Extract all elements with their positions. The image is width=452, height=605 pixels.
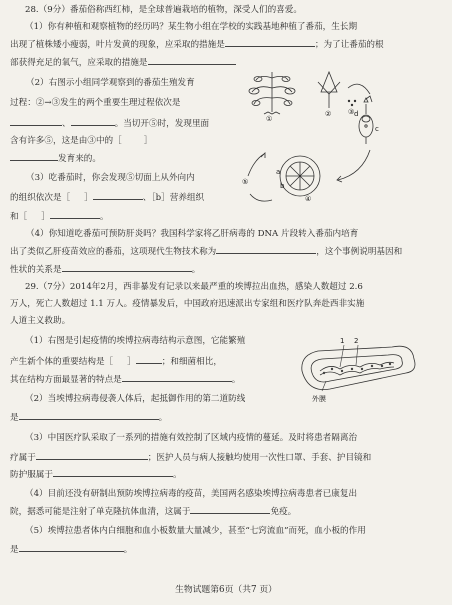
q28-sub2-line2: 过程：②→③发生的两个重要生理过程依次是: [10, 98, 181, 108]
q28-sub2-line4: 含有许多⑤，这是由③中的［ ］: [10, 136, 153, 146]
q29-sub3-line2: 疗属于 ；医护人员与病人接触均使用一次性口罩、手套、护目镜和: [10, 450, 371, 465]
answer-blank[interactable]: [225, 37, 315, 47]
q28-sub2-line5: 发育来的。: [10, 151, 101, 166]
figure-label: c: [375, 125, 379, 133]
q29-sub4-line2: 院，据悉可能是注射了单克隆抗体血清，这属于 免疫。: [10, 504, 296, 519]
figure-label: ④: [305, 195, 312, 203]
answer-blank[interactable]: [62, 262, 192, 272]
answer-blank[interactable]: [190, 504, 270, 514]
figure-label: ②: [325, 110, 332, 118]
q28-sub4-line2: 出了类似乙肝疫苗效应的番茄，这项现代生物技术称为 ，这个事例说明基因和: [10, 244, 402, 259]
figure-label: b: [280, 182, 285, 190]
q29-sub1-line3: 其在结构方面最显著的特点是 。: [10, 372, 240, 387]
q29-sub5-line2: 是 。: [10, 542, 132, 557]
q29-sub3-line3: 防护服属于 。: [10, 467, 182, 482]
answer-blank[interactable]: [93, 190, 143, 200]
q28-sub2-line1: （2）右图示小组同学观察到的番茄生殖发育: [26, 78, 195, 88]
q29-sub2-line1: （2）当埃博拉病毒侵袭人体后，起抵御作用的第二道防线: [25, 394, 246, 404]
answer-blank[interactable]: [216, 244, 316, 254]
answer-blank[interactable]: [122, 372, 232, 382]
q28-sub3-line1: （3）吃番茄时，你会发现⑤切面上从外向内: [26, 173, 195, 183]
q28-sub3-line2: 的组织依次是［ ］ 、［b］营养组织: [10, 190, 204, 205]
q28-stem: 28.（9分）番茄俗称西红柿，是全球普遍栽培的植物，深受人们的喜爱。: [25, 5, 302, 15]
figure-label: ③: [348, 108, 355, 116]
answer-blank[interactable]: [19, 542, 124, 552]
q29-sub3-line1: （3）中国医疗队采取了一系列的措施有效控制了区域内疫情的蔓延。及时将患者隔离治: [25, 433, 358, 443]
answer-blank[interactable]: [36, 450, 148, 460]
q29-sub1-line1: （1）右图是引起疫情的埃博拉病毒结构示意图，它能繁殖: [25, 336, 246, 346]
answer-blank[interactable]: [53, 467, 173, 477]
answer-blank[interactable]: [136, 354, 162, 364]
q28-sub1-line2: 出现了植株矮小瘦弱，叶片发黄的现象，应采取的措施是 ；为了让番茄的根: [10, 37, 384, 52]
q28-sub4-line3: 性状的关系是 。: [10, 262, 200, 277]
figure-label: ①: [266, 115, 273, 123]
figure-label: 2: [354, 337, 359, 345]
figure-label: a: [276, 168, 281, 176]
tomato-life-cycle-figure: [238, 64, 418, 214]
q28-sub2-line3: 、 。当切开⑤时，发现里面: [10, 116, 209, 131]
answer-blank[interactable]: [71, 116, 115, 126]
q29-stem-line2: 万人，死亡人数超过 1.1 万人。疫情暴发后，中国政府迅速派出专家组和医疗队奔赴西非实施: [10, 299, 365, 309]
q29-sub2-line2: 是 。: [10, 410, 167, 425]
q28-sub1-line3: 部获得充足的氧气，应采取的措施是: [10, 55, 236, 70]
answer-blank[interactable]: [50, 209, 100, 219]
ebola-virus-figure: [296, 333, 422, 413]
q29-stem-line3: 人道主义救助。: [10, 316, 71, 326]
q28-sub1-line1: （1）你有种植和观察植物的经历吗？某生物小组在学校的实践基地种植了番茄，生长期: [25, 22, 358, 32]
figure-label: 外膜: [312, 395, 326, 403]
q29-stem-line1: 29.（7分）2014年2月，西非暴发有记录以来最严重的埃博拉出血热，感染人数超过 2.6: [25, 282, 363, 292]
figure-label: 1: [340, 337, 345, 345]
q29-sub4-line1: （4）目前还没有研制出预防埃博拉病毒的疫苗，美国两名感染埃博拉病毒患者已康复出: [25, 489, 358, 499]
answer-blank[interactable]: [10, 116, 62, 126]
figure-label: ⑤: [242, 178, 249, 186]
q28-sub4-line1: （4）你知道吃番茄可预防肝炎吗？我国科学家将乙肝病毒的 DNA 片段转入番茄内培育: [26, 229, 359, 239]
answer-blank[interactable]: [148, 55, 236, 65]
q28-sub3-line3: 和［ ］ 。: [10, 209, 108, 224]
page-footer: 生物试题第6页（共7 页）: [175, 585, 277, 595]
q29-sub5-line1: （5）埃博拉患者体内白细胞和血小板数量大量减少，甚至“七窍流血”而死，血小板的作用: [25, 526, 366, 536]
q29-sub1-line2: 产生新个体的重要结构是［ ］ ；和细菌相比，: [10, 354, 222, 369]
figure-label: d: [354, 110, 359, 118]
answer-blank[interactable]: [10, 151, 58, 161]
answer-blank[interactable]: [19, 410, 159, 420]
